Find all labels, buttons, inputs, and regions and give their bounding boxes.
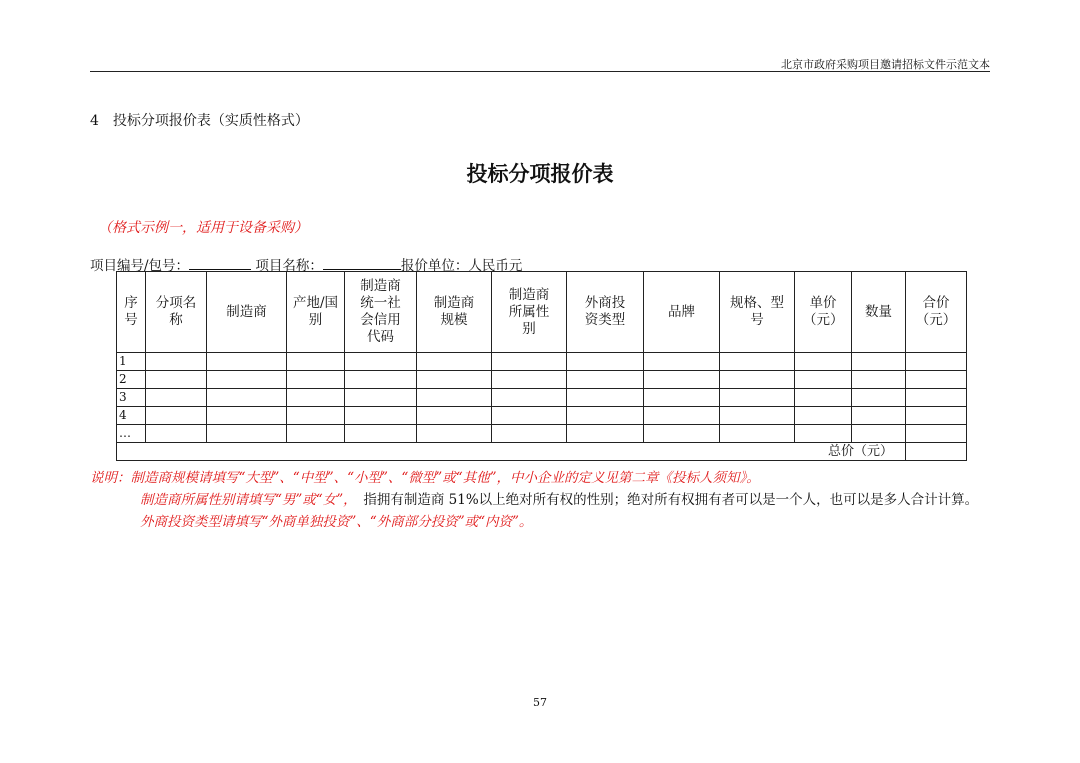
table-row (117, 425, 967, 443)
table-row (117, 389, 967, 407)
header-cell: 合价（元） (906, 272, 967, 353)
row-number: 2 (117, 371, 146, 389)
row-number: … (117, 425, 146, 443)
header-cell: 产地/国别 (287, 272, 345, 353)
header-cell: 制造商所属性别 (492, 272, 567, 353)
total-label: 总价（元） (117, 443, 906, 461)
total-value-cell (906, 443, 967, 461)
table-row (117, 371, 967, 389)
header-cell: 外商投资类型 (567, 272, 644, 353)
header-rule (90, 71, 990, 72)
note-scale: 说明：制造商规模请填写“大型”、“中型”、“小型”、“微型”或“其他”，中小企业的定义见第二章《投标人须知》。 (90, 470, 760, 486)
note-gender (90, 489, 992, 511)
row-number: 1 (117, 353, 146, 371)
header-cell: 规格、型号 (720, 272, 795, 353)
header-cell: 制造商规模 (417, 272, 492, 353)
row-number: 3 (117, 389, 146, 407)
note-gender-red: 制造商所属性别请填写“男”或“女”， (140, 492, 350, 508)
header-cell: 单价（元） (795, 272, 852, 353)
header-cell: 制造商统一社会信用代码 (345, 272, 417, 353)
format-note: （格式示例一，适用于设备采购） (98, 220, 308, 236)
header-cell: 数量 (852, 272, 906, 353)
project-name-blank (323, 257, 401, 270)
page-number: 57 (533, 696, 547, 709)
table-row (117, 353, 967, 371)
total-row (117, 443, 967, 461)
header-cell: 序号 (117, 272, 146, 353)
project-no-label: 项目编号/包号： (90, 258, 190, 274)
notes-block (90, 467, 992, 533)
note-investment: 外商投资类型请填写“外商单独投资”、“外商部分投资”或“内资”。 (140, 514, 533, 530)
header-cell: 制造商 (207, 272, 287, 353)
header-cell: 品牌 (644, 272, 720, 353)
project-no-blank (189, 257, 251, 270)
note-gender-detail: 指拥有制造商 51%以上绝对所有权的性别；绝对所有权拥有者可以是一个人，也可以是多人合计计算。 (363, 492, 979, 508)
section-title: 4 投标分项报价表（实质性格式） (90, 113, 309, 129)
header-cell: 分项名称 (146, 272, 207, 353)
unit-label: 报价单位：人民币元 (400, 258, 523, 274)
row-number: 4 (117, 407, 146, 425)
document-title: 投标分项报价表 (466, 162, 614, 186)
quote-table (116, 271, 967, 461)
table-row (117, 407, 967, 425)
table-header-row (117, 272, 967, 353)
project-name-label: 项目名称： (255, 258, 323, 274)
running-header: 北京市政府采购项目邀请招标文件示范文本 (781, 58, 990, 71)
